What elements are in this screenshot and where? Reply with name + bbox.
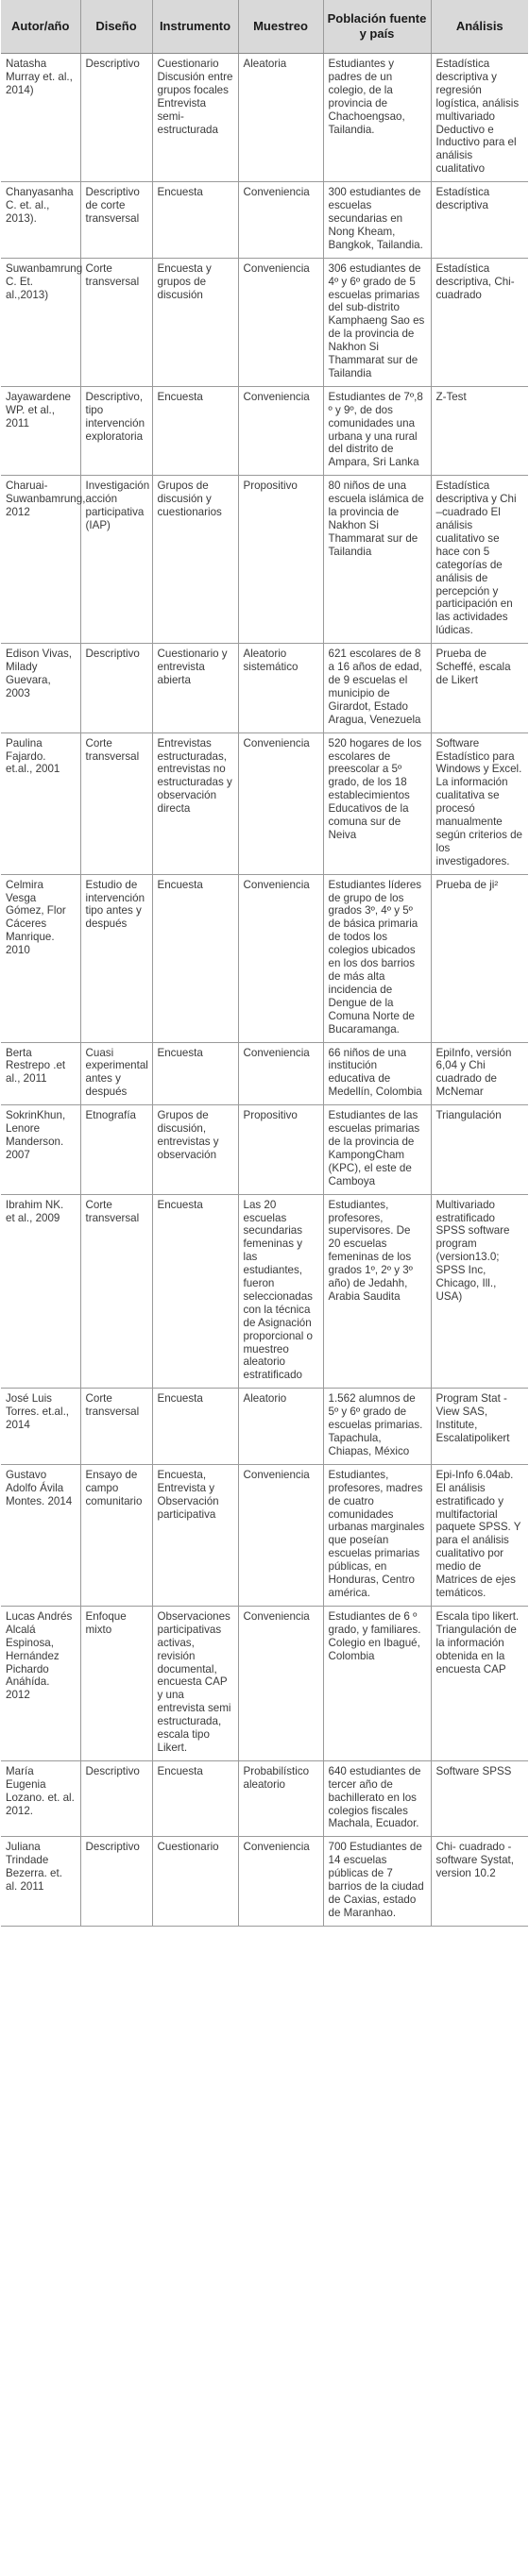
cell-diseno: Ensayo de campo comunitario xyxy=(80,1464,152,1606)
cell-poblacion: 1.562 alumnos de 5º y 6º grado de escuelas primarias. Tapachula, Chiapas, México xyxy=(323,1389,431,1465)
cell-diseno: Estudio de intervención tipo antes y después xyxy=(80,874,152,1042)
cell-instrumento: Grupos de discusión y cuestionarios xyxy=(152,476,238,644)
cell-poblacion: 700 Estudiantes de 14 escuelas públicas de 7 barrios de la ciudad de Caxias, estado de Maranhao. xyxy=(323,1837,431,1926)
cell-poblacion: Estudiantes de las escuelas primarias de la provincia de KampongCham (KPC), el este de Camboya xyxy=(323,1105,431,1194)
cell-analisis: Prueba de ji² xyxy=(431,874,528,1042)
cell-analisis: Escala tipo likert. Triangulación de la información obtenida en la encuesta CAP xyxy=(431,1606,528,1760)
table-row xyxy=(1,1194,528,1389)
cell-poblacion: 300 estudiantes de escuelas secundarias en Nong Kheam, Bangkok, Tailandia. xyxy=(323,182,431,259)
cell-instrumento: Encuesta xyxy=(152,874,238,1042)
cell-muestreo: Conveniencia xyxy=(238,1042,323,1105)
cell-poblacion: Estudiantes, profesores, madres de cuatro comunidades urbanas marginales que poseían escuelas primarias públicas, en Honduras, Centro américa. xyxy=(323,1464,431,1606)
cell-diseno: Investigación acción participativa (IAP) xyxy=(80,476,152,644)
cell-autor: Gustavo Adolfo Ávila Montes. 2014 xyxy=(1,1464,80,1606)
cell-instrumento: Encuesta xyxy=(152,1389,238,1465)
cell-muestreo: Aleatorio xyxy=(238,1389,323,1465)
cell-analisis: Multivariado estratificado SPSS software program (version13.0; SPSS Inc, Chicago, Ill., USA) xyxy=(431,1194,528,1389)
cell-poblacion: Estudiantes de 6 º grado, y familiares. Colegio en Ibagué, Colombia xyxy=(323,1606,431,1760)
header-diseno: Diseño xyxy=(80,0,152,54)
cell-analisis: Z-Test xyxy=(431,386,528,475)
cell-muestreo: Conveniencia xyxy=(238,874,323,1042)
cell-muestreo: Aleatorio sistemático xyxy=(238,644,323,732)
table-row xyxy=(1,258,528,386)
table-row xyxy=(1,1042,528,1105)
cell-poblacion: 66 niños de una institución educativa de Medellín, Colombia xyxy=(323,1042,431,1105)
cell-autor: Paulina Fajardo. et.al., 2001 xyxy=(1,732,80,874)
studies-table xyxy=(1,0,528,1927)
cell-instrumento: Encuesta xyxy=(152,1042,238,1105)
cell-diseno: Cuasi experimental antes y después xyxy=(80,1042,152,1105)
cell-diseno: Corte transversal xyxy=(80,1194,152,1389)
cell-instrumento: Encuesta xyxy=(152,1194,238,1389)
cell-diseno: Corte transversal xyxy=(80,732,152,874)
cell-autor: Jayawardene WP. et al., 2011 xyxy=(1,386,80,475)
cell-poblacion: 520 hogares de los escolares de preescolar a 5º grado, de los 18 establecimientos Educativos de la comuna sur de Neiva xyxy=(323,732,431,874)
table-row xyxy=(1,732,528,874)
cell-muestreo: Conveniencia xyxy=(238,182,323,259)
cell-instrumento: Cuestionario xyxy=(152,1837,238,1926)
cell-analisis: Chi- cuadrado - software Systat, version 10.2 xyxy=(431,1837,528,1926)
cell-poblacion: 306 estudiantes de 4º y 6º grado de 5 escuelas primarias del sub-distrito Kamphaeng Sao es de la provincia de Nakhon Si Thammarat sur de Tailandia xyxy=(323,258,431,386)
cell-muestreo: Propositivo xyxy=(238,1105,323,1194)
table-row xyxy=(1,874,528,1042)
cell-muestreo: Aleatoria xyxy=(238,54,323,182)
cell-poblacion: Estudiantes líderes de grupo de los grados 3º, 4º y 5º de básica primaria de todos los colegios ubicados en los dos barrios de más alta incidencia de Dengue de la Comuna Norte de Bucaramanga. xyxy=(323,874,431,1042)
cell-diseno: Descriptivo, tipo intervención exploratoria xyxy=(80,386,152,475)
header-analisis: Análisis xyxy=(431,0,528,54)
table-row xyxy=(1,1837,528,1926)
cell-analisis: Estadística descriptiva y Chi –cuadrado El análisis cualitativo se hace con 5 categorías de análisis de percepción y participación en las actividades lúdicas. xyxy=(431,476,528,644)
cell-autor: Ibrahim NK. et al., 2009 xyxy=(1,1194,80,1389)
cell-muestreo: Conveniencia xyxy=(238,732,323,874)
header-poblacion: Población fuente y país xyxy=(323,0,431,54)
cell-analisis: EpiInfo, versión 6,04 y Chi cuadrado de McNemar xyxy=(431,1042,528,1105)
cell-analisis: Estadística descriptiva y regresión logística, análisis multivariado Deductivo e Inductivo para el análisis cualitativo xyxy=(431,54,528,182)
table-row xyxy=(1,644,528,732)
cell-diseno: Enfoque mixto xyxy=(80,1606,152,1760)
table-row xyxy=(1,1389,528,1465)
table-row xyxy=(1,386,528,475)
cell-autor: Chanyasanha C. et. al., 2013). xyxy=(1,182,80,259)
cell-autor: José Luis Torres. et.al., 2014 xyxy=(1,1389,80,1465)
cell-muestreo: Conveniencia xyxy=(238,386,323,475)
cell-analisis: Triangulación xyxy=(431,1105,528,1194)
cell-muestreo: Conveniencia xyxy=(238,1606,323,1760)
header-muestreo: Muestreo xyxy=(238,0,323,54)
cell-instrumento: Cuestionario y entrevista abierta xyxy=(152,644,238,732)
table-row xyxy=(1,1105,528,1194)
cell-analisis: Software Estadístico para Windows y Excel. La información cualitativa se procesó manualmente según criterios de los investigadores. xyxy=(431,732,528,874)
cell-poblacion: 80 niños de una escuela islámica de la provincia de Nakhon Si Thammarat sur de Tailandia xyxy=(323,476,431,644)
cell-analisis: Estadística descriptiva, Chi-cuadrado xyxy=(431,258,528,386)
cell-autor: Celmira Vesga Gómez, Flor Cáceres Manrique. 2010 xyxy=(1,874,80,1042)
header-autor: Autor/año xyxy=(1,0,80,54)
cell-diseno: Descriptivo xyxy=(80,644,152,732)
cell-diseno: Corte transversal xyxy=(80,1389,152,1465)
cell-instrumento: Encuesta y grupos de discusión xyxy=(152,258,238,386)
cell-diseno: Descriptivo de corte transversal xyxy=(80,182,152,259)
cell-autor: Suwanbamrung C. Et. al.,2013) xyxy=(1,258,80,386)
cell-instrumento: Entrevistas estructuradas, entrevistas no estructuradas y observación directa xyxy=(152,732,238,874)
cell-instrumento: Cuestionario Discusión entre grupos focales Entrevista semi-estructurada xyxy=(152,54,238,182)
cell-analisis: Prueba de Scheffé, escala de Likert xyxy=(431,644,528,732)
cell-diseno: Corte transversal xyxy=(80,258,152,386)
table-row xyxy=(1,182,528,259)
cell-autor: Lucas Andrés Alcalá Espinosa, Hernández Pichardo Anáhída. 2012 xyxy=(1,1606,80,1760)
cell-muestreo: Propositivo xyxy=(238,476,323,644)
table-row xyxy=(1,54,528,182)
cell-muestreo: Las 20 escuelas secundarias femeninas y las estudiantes, fueron seleccionadas con la técnica de Asignación proporcional o muestreo aleatorio estratificado xyxy=(238,1194,323,1389)
cell-analisis: Software SPSS xyxy=(431,1760,528,1837)
cell-muestreo: Conveniencia xyxy=(238,1837,323,1926)
table-row xyxy=(1,1606,528,1760)
cell-instrumento: Encuesta xyxy=(152,1760,238,1837)
cell-diseno: Descriptivo xyxy=(80,54,152,182)
cell-diseno: Descriptivo xyxy=(80,1760,152,1837)
cell-poblacion: Estudiantes y padres de un colegio, de la provincia de Chachoengsao, Tailandia. xyxy=(323,54,431,182)
cell-instrumento: Encuesta xyxy=(152,386,238,475)
cell-diseno: Descriptivo xyxy=(80,1837,152,1926)
table-row xyxy=(1,476,528,644)
cell-poblacion: 621 escolares de 8 a 16 años de edad, de 9 escuelas el municipio de Girardot, Estado Aragua, Venezuela xyxy=(323,644,431,732)
cell-analisis: Program Stat - View SAS, Institute, Escalatipolikert xyxy=(431,1389,528,1465)
cell-autor: María Eugenia Lozano. et. al. 2012. xyxy=(1,1760,80,1837)
cell-poblacion: Estudiantes, profesores, supervisores. De 20 escuelas femeninas de los grados 1º, 2º y 3º año) de Jedahh, Arabia Saudita xyxy=(323,1194,431,1389)
cell-analisis: Estadística descriptiva xyxy=(431,182,528,259)
cell-instrumento: Observaciones participativas activas, revisión documental, encuesta CAP y una entrevista semi estructurada, escala tipo Likert. xyxy=(152,1606,238,1760)
table-body xyxy=(1,54,528,1927)
cell-diseno: Etnografía xyxy=(80,1105,152,1194)
cell-muestreo: Conveniencia xyxy=(238,258,323,386)
cell-autor: Natasha Murray et. al., 2014) xyxy=(1,54,80,182)
table-row xyxy=(1,1464,528,1606)
cell-poblacion: 640 estudiantes de tercer año de bachillerato en los colegios fiscales Machala, Ecuador. xyxy=(323,1760,431,1837)
cell-instrumento: Encuesta, Entrevista y Observación participativa xyxy=(152,1464,238,1606)
cell-muestreo: Conveniencia xyxy=(238,1464,323,1606)
cell-analisis: Epi-Info 6.04ab. El análisis estratificado y multifactorial paquete SPSS. Y para el análisis cualitativo por medio de Matrices de ejes temáticos. xyxy=(431,1464,528,1606)
cell-instrumento: Encuesta xyxy=(152,182,238,259)
cell-instrumento: Grupos de discusión, entrevistas y observación xyxy=(152,1105,238,1194)
cell-autor: SokrinKhun, Lenore Manderson. 2007 xyxy=(1,1105,80,1194)
cell-autor: Edison Vivas, Milady Guevara, 2003 xyxy=(1,644,80,732)
header-instrumento: Instrumento xyxy=(152,0,238,54)
cell-autor: Berta Restrepo .et al., 2011 xyxy=(1,1042,80,1105)
cell-poblacion: Estudiantes de 7º,8 º y 9º, de dos comunidades una urbana y una rural del distrito de Ampara, Sri Lanka xyxy=(323,386,431,475)
cell-muestreo: Probabilístico aleatorio xyxy=(238,1760,323,1837)
cell-autor: Charuai-Suwanbamrung, 2012 xyxy=(1,476,80,644)
table-row xyxy=(1,1760,528,1837)
table-header-row xyxy=(1,0,528,54)
cell-autor: Juliana Trindade Bezerra. et. al. 2011 xyxy=(1,1837,80,1926)
